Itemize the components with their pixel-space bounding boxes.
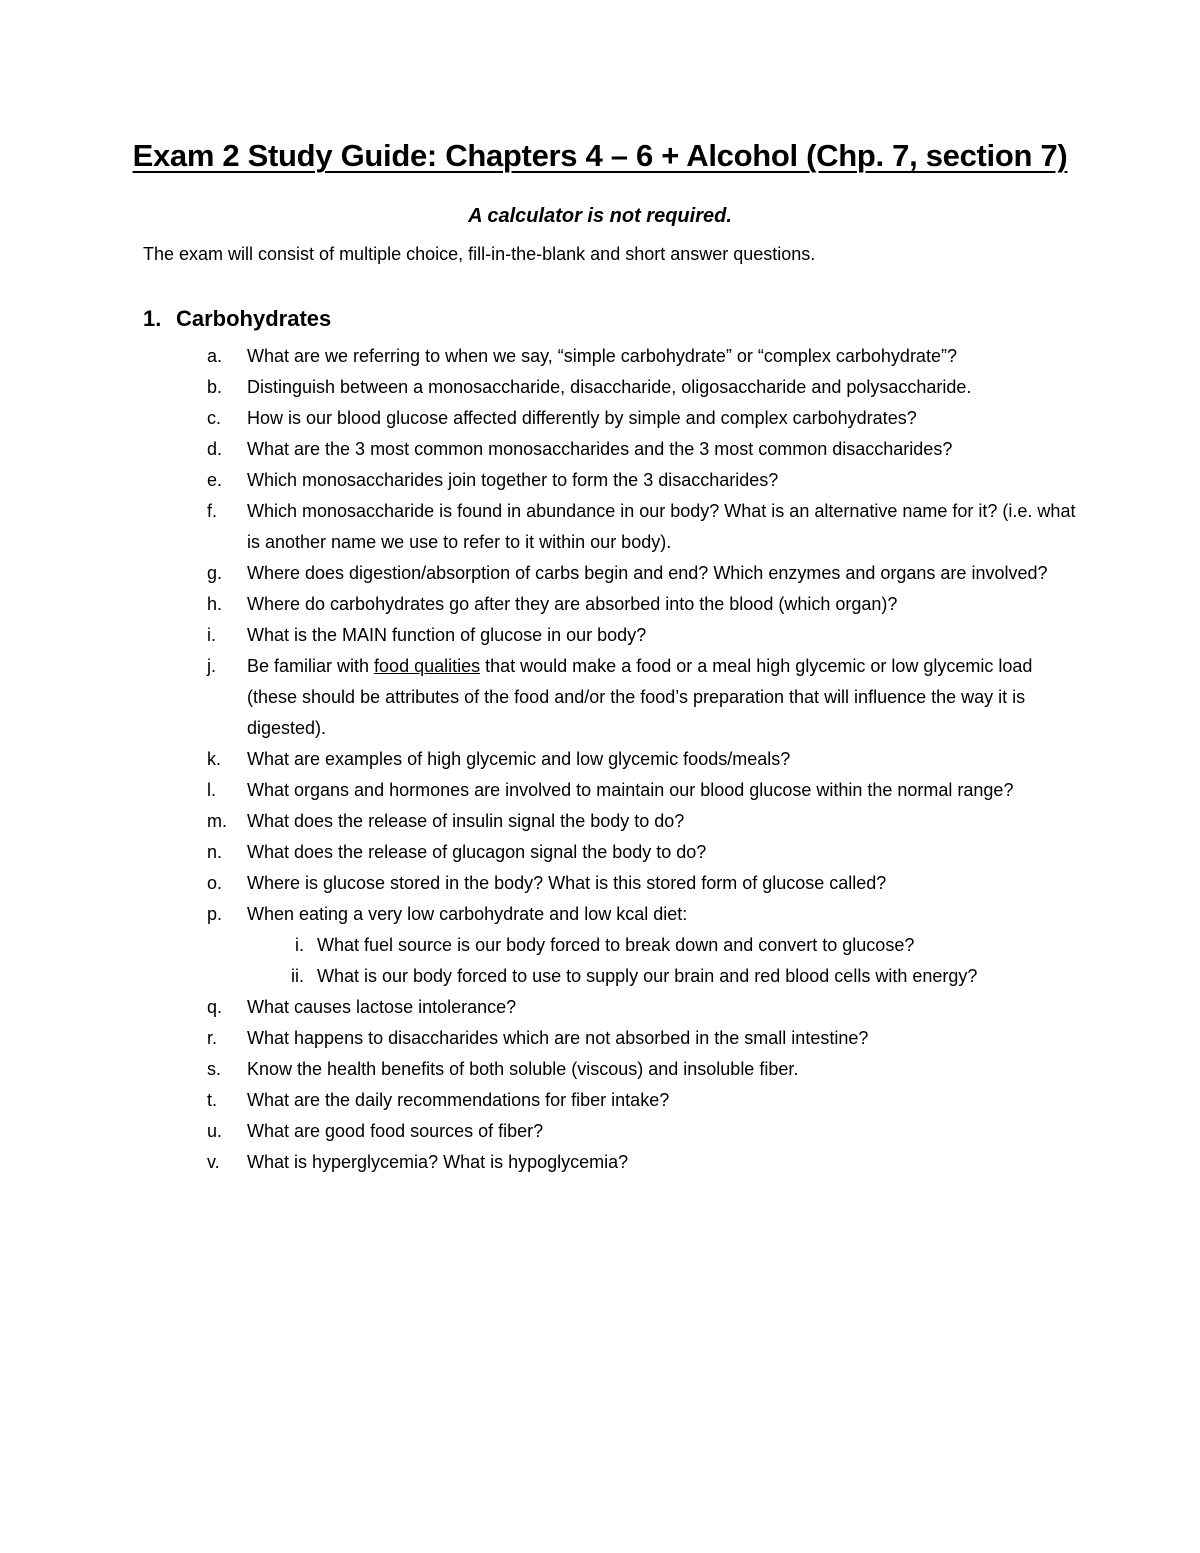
question-item-q <box>0 992 1087 1023</box>
question-text: What causes lactose intolerance? <box>247 997 517 1017</box>
question-marker: d. <box>207 439 223 459</box>
question-marker: h. <box>207 594 223 614</box>
question-marker: g. <box>207 563 223 583</box>
question-marker: r. <box>207 1028 218 1048</box>
question-item-a <box>0 341 1087 372</box>
question-text: What is hyperglycemia? What is hypoglycemia? <box>247 1152 629 1172</box>
question-item-k <box>0 744 1087 775</box>
question-marker: o. <box>207 873 223 893</box>
sub-question-item-ii <box>0 961 1062 992</box>
sub-question-marker: ii. <box>291 966 304 986</box>
question-text: Where does digestion/absorption of carbs begin and end? Which enzymes and organs are involved? <box>247 563 1048 583</box>
question-item-i <box>0 620 1087 651</box>
question-item-j <box>0 651 1087 744</box>
question-text-after: that would make a food or a meal high glycemic or low glycemic load (these should be attributes of the food and/or the food’s preparation that will influence the way it is digested). <box>247 656 1033 738</box>
question-marker: u. <box>207 1121 223 1141</box>
question-text: What organs and hormones are involved to maintain our blood glucose within the normal range? <box>247 780 1014 800</box>
question-item-o <box>0 868 1087 899</box>
question-marker: a. <box>207 346 223 366</box>
question-marker: j. <box>207 656 216 676</box>
sub-question-marker: i. <box>295 935 304 955</box>
question-item-v <box>0 1147 1087 1178</box>
sub-question-text: What fuel source is our body forced to break down and convert to glucose? <box>317 935 915 955</box>
question-item-u <box>0 1116 1087 1147</box>
section-title: Carbohydrates <box>176 306 332 331</box>
question-text: Where do carbohydrates go after they are absorbed into the blood (which organ)? <box>247 594 898 614</box>
question-marker: i. <box>207 625 216 645</box>
question-marker: e. <box>207 470 223 490</box>
page-title: Exam 2 Study Guide: Chapters 4 – 6 + Alcohol (Chp. 7, section 7) <box>132 138 1068 173</box>
question-text: What are we referring to when we say, “simple carbohydrate” or “complex carbohydrate”? <box>247 346 957 366</box>
question-marker: k. <box>207 749 222 769</box>
question-item-m <box>0 806 1087 837</box>
question-marker: c. <box>207 408 222 428</box>
question-marker: t. <box>207 1090 218 1110</box>
question-item-s <box>0 1054 1087 1085</box>
exam-format-note: The exam will consist of multiple choice, fill-in-the-blank and short answer questions. <box>143 244 816 264</box>
question-text: When eating a very low carbohydrate and low kcal diet: <box>247 904 688 924</box>
question-item-f <box>0 496 1087 558</box>
question-text: Know the health benefits of both soluble (viscous) and insoluble fiber. <box>247 1059 799 1079</box>
question-item-h <box>0 589 1087 620</box>
section-heading-carbohydrates <box>143 306 331 332</box>
question-item-g <box>0 558 1087 589</box>
sub-question-text: What is our body forced to use to supply our brain and red blood cells with energy? <box>317 966 978 986</box>
question-text: What happens to disaccharides which are not absorbed in the small intestine? <box>247 1028 869 1048</box>
question-text: What does the release of insulin signal the body to do? <box>247 811 685 831</box>
question-item-b <box>0 372 1087 403</box>
calculator-note: A calculator is not required. <box>468 205 732 227</box>
question-marker: v. <box>207 1152 220 1172</box>
question-text: What are the 3 most common monosaccharides and the 3 most common disaccharides? <box>247 439 953 459</box>
question-item-n <box>0 837 1087 868</box>
question-marker: s. <box>207 1059 222 1079</box>
question-item-l <box>0 775 1087 806</box>
question-text: Distinguish between a monosaccharide, disaccharide, oligosaccharide and polysaccharide. <box>247 377 972 397</box>
question-item-c <box>0 403 1087 434</box>
question-text: What are good food sources of fiber? <box>247 1121 544 1141</box>
sub-question-item-i <box>0 930 1062 961</box>
question-text: What does the release of glucagon signal the body to do? <box>247 842 707 862</box>
question-item-e <box>0 465 1087 496</box>
question-text: How is our blood glucose affected differently by simple and complex carbohydrates? <box>247 408 917 428</box>
underlined-term-food-qualities: food qualities <box>374 656 481 676</box>
question-text: Which monosaccharides join together to form the 3 disaccharides? <box>247 470 779 490</box>
question-text: What are examples of high glycemic and low glycemic foods/meals? <box>247 749 791 769</box>
question-marker: m. <box>207 811 227 831</box>
question-text: What is the MAIN function of glucose in our body? <box>247 625 647 645</box>
question-marker: f. <box>207 501 218 521</box>
question-item-p <box>0 899 1087 930</box>
question-marker: q. <box>207 997 223 1017</box>
question-marker: l. <box>207 780 216 800</box>
question-text-before: Be familiar with <box>247 656 375 676</box>
question-list <box>0 341 1200 1178</box>
question-marker: n. <box>207 842 223 862</box>
section-number: 1. <box>143 306 162 331</box>
question-marker: b. <box>207 377 223 397</box>
question-text: What are the daily recommendations for fiber intake? <box>247 1090 670 1110</box>
question-marker: p. <box>207 904 223 924</box>
question-item-t <box>0 1085 1087 1116</box>
question-text: Where is glucose stored in the body? What is this stored form of glucose called? <box>247 873 887 893</box>
question-item-r <box>0 1023 1087 1054</box>
question-text: Which monosaccharide is found in abundance in our body? What is an alternative name for it? (i.e. what is another name we use to refer to it within our body). <box>247 501 1076 552</box>
question-item-d <box>0 434 1087 465</box>
